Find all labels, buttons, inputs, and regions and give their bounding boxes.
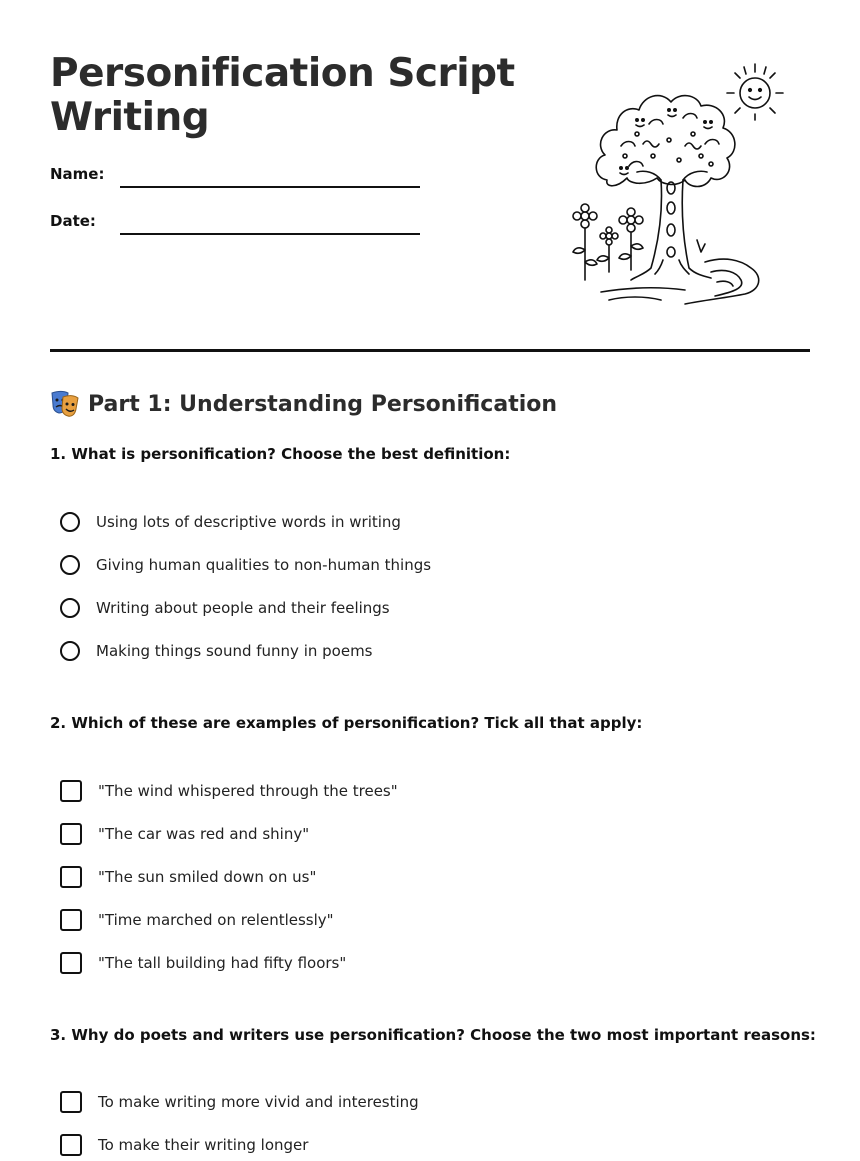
radio-button[interactable]: [60, 641, 80, 661]
river: [685, 259, 759, 304]
name-field: [50, 165, 430, 195]
option-label: "The sun smiled down on us": [98, 868, 317, 886]
q1-option-3[interactable]: [60, 595, 390, 621]
q2-option-1[interactable]: [60, 778, 398, 804]
checkbox[interactable]: [60, 823, 82, 845]
page-title: Personification Script Writing: [50, 51, 515, 140]
radio-button[interactable]: [60, 512, 80, 532]
header-divider: [50, 349, 810, 352]
checkbox[interactable]: [60, 952, 82, 974]
q2-option-2[interactable]: [60, 821, 309, 847]
q1-option-4[interactable]: [60, 638, 373, 664]
option-label: To make their writing longer: [98, 1136, 309, 1154]
part1-heading-text: Part 1: Understanding Personification: [88, 391, 558, 417]
date-input-line[interactable]: [120, 233, 420, 235]
q1-option-1[interactable]: [60, 509, 401, 535]
checkbox[interactable]: [60, 1091, 82, 1113]
part1-heading: [50, 388, 557, 420]
option-label: Giving human qualities to non-human things: [96, 556, 432, 574]
q1-option-2[interactable]: [60, 552, 431, 578]
question-2-prompt: 2. Which of these are examples of personification? Tick all that apply:: [50, 714, 643, 732]
date-label: Date:: [50, 212, 96, 230]
option-label: "The wind whispered through the trees": [98, 782, 398, 800]
checkbox[interactable]: [60, 909, 82, 931]
radio-button[interactable]: [60, 598, 80, 618]
option-label: "The car was red and shiny": [98, 825, 310, 843]
question-1-prompt: 1. What is personification? Choose the best definition:: [50, 445, 511, 463]
q3-option-1[interactable]: [60, 1089, 419, 1115]
theater-masks-icon: [50, 389, 80, 419]
q3-option-2[interactable]: [60, 1132, 308, 1158]
option-label: To make writing more vivid and interesting: [98, 1093, 419, 1111]
name-label: Name:: [50, 165, 105, 183]
checkbox[interactable]: [60, 866, 82, 888]
date-field: [50, 212, 430, 242]
q2-option-5[interactable]: [60, 950, 346, 976]
ground-line: [601, 288, 685, 292]
tree-sun-flowers-illustration: [565, 60, 790, 310]
q2-option-3[interactable]: [60, 864, 316, 890]
name-input-line[interactable]: [120, 186, 420, 188]
option-label: "The tall building had fifty floors": [98, 954, 347, 972]
option-label: Using lots of descriptive words in writing: [96, 513, 401, 531]
sun-icon: [727, 64, 783, 120]
option-label: "Time marched on relentlessly": [98, 911, 334, 929]
tree-canopy: [596, 96, 735, 187]
option-label: Making things sound funny in poems: [96, 642, 373, 660]
radio-button[interactable]: [60, 555, 80, 575]
tree-trunk: [631, 171, 711, 280]
checkbox[interactable]: [60, 780, 82, 802]
q2-option-4[interactable]: [60, 907, 334, 933]
option-label: Writing about people and their feelings: [96, 599, 390, 617]
checkbox[interactable]: [60, 1134, 82, 1156]
question-3-prompt: 3. Why do poets and writers use personification? Choose the two most important reasons:: [50, 1026, 816, 1044]
